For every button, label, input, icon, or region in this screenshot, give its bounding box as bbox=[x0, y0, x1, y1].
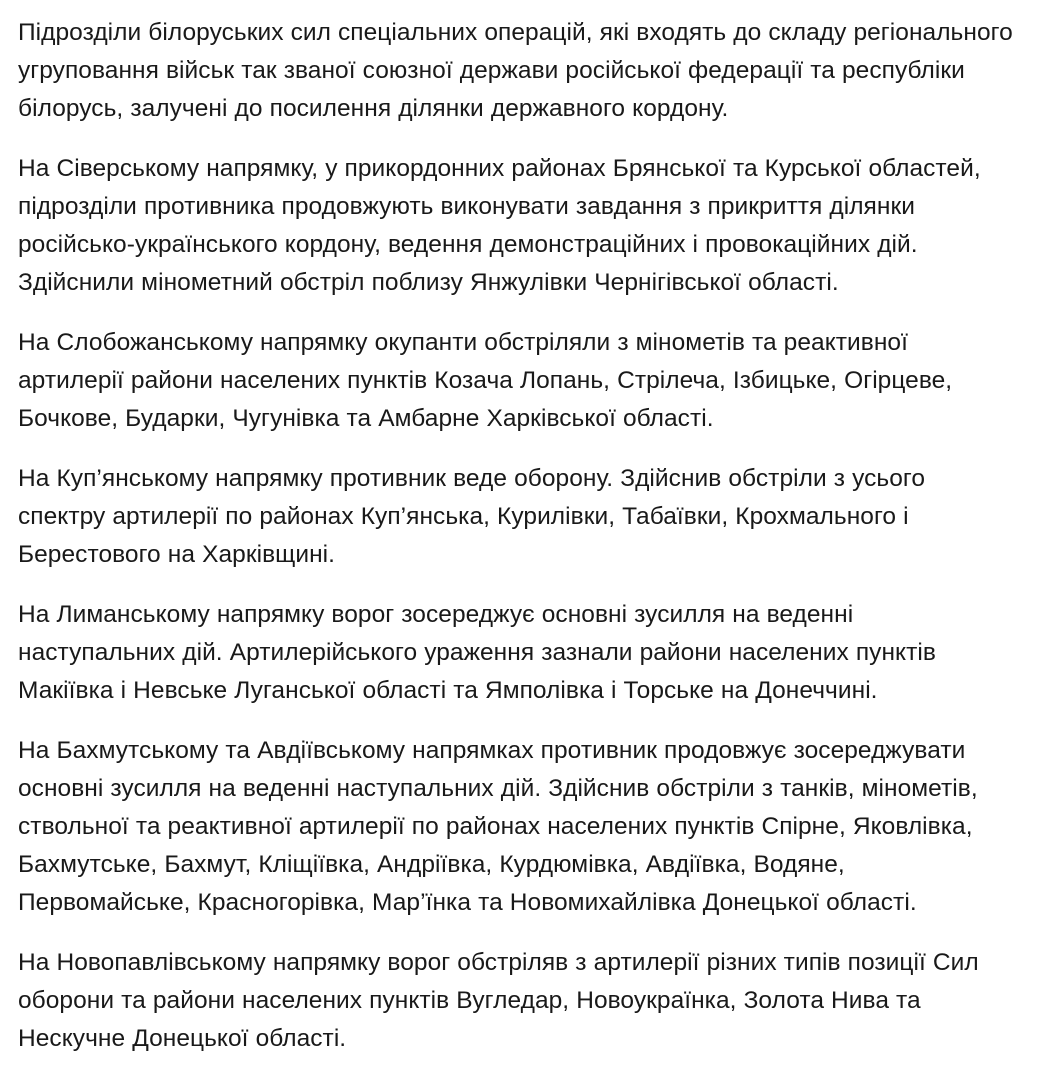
paragraph: На Слобожанському напрямку окупанти обстріляли з мінометів та реактивної артилерії райони населених пунктів Козача Лопань, Стрілеча, Ізбицьке, Огірцеве, Бочкове, Бударки, Чугунівка та Амбарне Харківської області. bbox=[18, 329, 960, 432]
paragraph: На Бахмутському та Авдіївському напрямках противник продовжує зосереджувати основні зусилля на веденні наступальних дій. Здійснив обстріли з танків, мінометів, ствольної та реактивної артилерії по районах населених пунктів Спірне, Яковлівка, Бахмутське, Бахмут, Кліщіївка, Андріївка, Курдюмівка, Авдіївка, Водяне, Первомайське, Красногорівка, Мар’їнка та Новомихайлівка Донецької області. bbox=[18, 737, 985, 916]
paragraph: На Куп’янському напрямку противник веде оборону. Здійснив обстріли з усього спектру артилерії по районах Куп’янська, Курилівки, Табаївки, Крохмального і Берестового на Харківщині. bbox=[18, 465, 933, 568]
paragraph: На Лиманському напрямку ворог зосереджує основні зусилля на веденні наступальних дій. Артилерійського ураження зазнали райони населених пунктів Макіївка і Невське Луганської області та Ямполівка і Торське на Донеччині. bbox=[18, 601, 943, 704]
paragraph: На Новопавлівському напрямку ворог обстріляв з артилерії різних типів позиції Сил оборони та райони населених пунктів Вугледар, Новоукраїнка, Золота Нива та Нескучне Донецької області. bbox=[18, 949, 986, 1052]
paragraph: На Сіверському напрямку, у прикордонних районах Брянської та Курської областей, підрозділи противника продовжують виконувати завдання з прикриття ділянки російсько-українського кордону, ведення демонстраційних і провокаційних дій. Здійснили мінометний обстріл поблизу Янжулівки Чернігівської області. bbox=[18, 155, 988, 296]
paragraph: Підрозділи білоруських сил спеціальних операцій, які входять до складу регіонального угруповання військ так званої союзної держави російської федерації та республіки білорусь, залучені до посилення ділянки державного кордону. bbox=[18, 19, 1020, 122]
